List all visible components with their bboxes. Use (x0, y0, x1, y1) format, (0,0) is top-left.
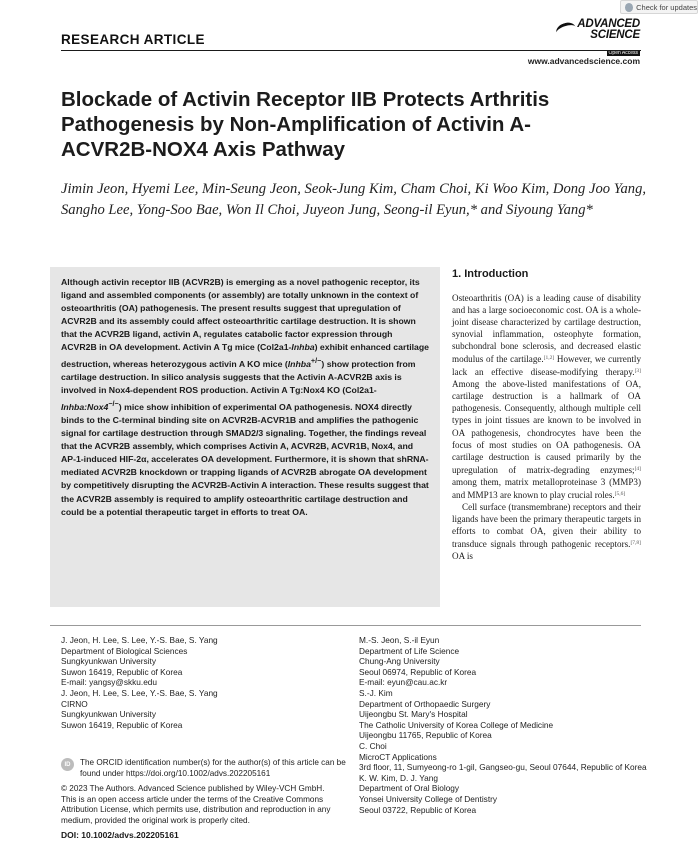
orcid-icon: ID (61, 758, 74, 771)
abstract-part-4: ) mice show inhibition of experimental OA pathogenesis. NOX4 directly binds to the C-terminal binding site on ACVR2B-ACVR1B and amplifies the pathogenic signal for cartilage destruction through SMAD2/3 signaling. Together, the findings reveal that the ACVR2B assembly, which comprises Activin A, ACVR2B, ACVR1B, Nox4, and AP-1-induced HIF-2α, accelerates OA development. Furthermore, it is shown that shRNA-mediated ACVR2B knockdown or trapping ligands of ACVR2B abrogate OA development by competitively disrupting the ACVR2B-Activin A interaction. These results suggest that the ACVR2B assembly is required to amplify osteoarthritic cartilage destruction and could be a potential therapeutic target in efforts to treat OA. (61, 402, 429, 517)
affiliation-line: Uijeongbu 11765, Republic of Korea (359, 730, 492, 741)
affiliation-names: J. Jeon, H. Lee, S. Lee, Y.-S. Bae, S. Yang (61, 635, 218, 645)
abstract-text (61, 276, 430, 519)
affiliation-block (359, 688, 649, 741)
open-access-tag: Open Access (608, 50, 638, 56)
logo-line-2: SCIENCE (590, 29, 640, 41)
author-list: Jimin Jeon, Hyemi Lee, Min-Seung Jeon, Seok-Jung Kim, Cham Choi, Ki Woo Kim, Dong Joo Yang, Sangho Lee, Yong-Soo Bae, Won Il Choi, Juyeon Jung, Seong-il Eyun,* and Siyoung Yang* (61, 181, 647, 218)
check-for-updates-badge[interactable] (620, 0, 698, 14)
affiliation-line: Sungkyunkwan University (61, 656, 156, 667)
abstract-part-1: Although activin receptor IIB (ACVR2B) is emerging as a novel pathogenic receptor, its ligand and assembled components (or assembly) are totally unknown in the context of osteoarthritis (OA) pathogenesis. The present results suggest that upregulation of ACVR2B and its assembly could affect osteoarthritic cartilage destruction. It is shown that the ACVR2B ligand, activin A, regulates catabolic factor expression through ACVR2B in OA development. Activin A Tg mice (Col2a1- (61, 277, 420, 353)
introduction-body (452, 292, 641, 562)
citation-link[interactable]: [5,6] (614, 490, 626, 497)
affiliations-left (61, 635, 331, 730)
affiliation-line: Department of Biological Sciences (61, 645, 188, 656)
affiliation-line: Sungkyunkwan University (61, 709, 156, 720)
introduction-heading: 1. Introduction (452, 268, 529, 280)
affiliation-block (359, 773, 649, 815)
affiliation-line: Department of Orthopaedic Surgery (359, 698, 491, 709)
affiliation-names: M.-S. Jeon, S.-il Eyun (359, 635, 440, 645)
gene-inhba-nox4: Inhba:Nox4 (61, 402, 109, 413)
affiliations-right (359, 635, 649, 815)
intro-text-span: Cell surface (transmembrane) receptors and their ligands have been the primary therapeutic targets in efforts to combat OA, given their ability to transduce signals through pathogenic receptors. (452, 501, 641, 549)
intro-paragraph-2 (452, 501, 641, 562)
copyright-notice: © 2023 The Authors. Advanced Science published by Wiley-VCH GmbH. This is an open access article under the terms of the Creative Commons Attribution License, which permits use, distribution and reproduction in any medium, provided the original work is properly cited. (61, 784, 331, 825)
citation-link[interactable]: [7,8] (630, 539, 641, 546)
intro-text-span: Among the above-listed manifestations of OA, cartilage destruction is a hallmark of OA pathogenesis. Consequently, although multiple cell types in joint tissues are known to be involved in OA pathogenesis, chondrocytes have been the focus of most studies on OA pathogenesis. OA cartilage destruction is caused primarily by the upregulation of matrix-degrading enzymes; (452, 379, 641, 475)
intro-text-span: among them, matrix metalloproteinase 3 (MMP3) and MMP13 are known to play crucial roles. (452, 476, 641, 500)
email-link[interactable]: E-mail: eyun@cau.ac.kr (359, 677, 448, 688)
affiliation-line: Uijeongbu St. Mary's Hospital (359, 709, 468, 720)
affiliation-block (61, 635, 331, 688)
citation-link[interactable]: [1,2] (543, 355, 555, 362)
footer-divider (50, 625, 641, 626)
citation-link[interactable]: [4] (634, 465, 641, 472)
journal-url[interactable]: www.advancedscience.com (527, 56, 640, 66)
article-title: Blockade of Activin Receptor IIB Protects Arthritis Pathogenesis by Non-Amplification of Activin A-ACVR2B-NOX4 Axis Pathway (61, 88, 550, 161)
gene-inhba: Inhba (291, 342, 315, 353)
genotype-superscript-ko: −/− (108, 399, 119, 409)
affiliation-block (359, 635, 649, 688)
affiliation-block (61, 688, 331, 730)
genotype-superscript: +/− (310, 356, 322, 366)
affiliation-line: MicroCT Applications (359, 751, 437, 762)
orcid-text[interactable]: The ORCID identification number(s) for the author(s) of this article can be found under https://doi.org/10.1002/advs.202205161 (80, 758, 346, 778)
intro-text-span: OA is (452, 550, 473, 561)
affiliation-names: K. W. Kim, D. J. Yang (359, 772, 438, 783)
affiliation-line: Seoul 06974, Republic of Korea (359, 666, 477, 677)
citation-link[interactable]: [3] (634, 368, 641, 375)
intro-text-span: Osteoarthritis (OA) is a leading cause of disability and has a large socioeconomic cost. OA is a whole-joint disease characterized by cartilage destruction, synovial inflammation, osteophyte formation, subchondral bone sclerosis, and decreased elastic modulus of the cartilage. (452, 293, 641, 365)
abstract-part-3: ) show protection from cartilage destruction. In silico analysis suggests that the Activin A-ACVR2B axis is involved in Nox4-dependent ROS production. Activin A Tg:Nox4 KO (Col2a1- (61, 359, 416, 396)
affiliation-line: Department of Life Science (359, 645, 460, 656)
affiliation-line: Chung-Ang University (359, 656, 440, 667)
section-label: RESEARCH ARTICLE (61, 32, 205, 47)
affiliation-names: C. Choi (359, 740, 387, 751)
email-link[interactable]: E-mail: yangsy@skku.edu (61, 677, 158, 688)
update-check-icon (625, 3, 633, 12)
gene-inhba-het: Inhba (287, 359, 311, 370)
abstract-part-2: ) exhibit enhanced cartilage destruction, whereas heterozygous activin A KO mice ( (61, 342, 430, 370)
affiliation-line: Suwon 16419, Republic of Korea (61, 666, 183, 677)
affiliation-line: 3rd floor, 11, Sumyeong-ro 1-gil, Gangseo-gu, Seoul 07644, Republic of Korea (359, 762, 647, 773)
orcid-note (61, 758, 346, 779)
check-for-updates-label: Check for updates (636, 2, 697, 12)
affiliation-line: Suwon 16419, Republic of Korea (61, 719, 183, 730)
doi-link[interactable]: DOI: 10.1002/advs.202205161 (61, 830, 179, 840)
affiliation-line: Seoul 03722, Republic of Korea (359, 804, 477, 815)
affiliation-block (359, 741, 649, 773)
affiliation-line: Department of Oral Biology (359, 783, 460, 794)
intro-paragraph-1 (452, 292, 641, 501)
affiliation-line: The Catholic University of Korea College of Medicine (359, 719, 554, 730)
logo-line-1: ADVANCED (577, 18, 640, 30)
affiliation-line: Yonsei University College of Dentistry (359, 793, 498, 804)
journal-logo[interactable] (560, 19, 640, 59)
affiliation-names: J. Jeon, H. Lee, S. Lee, Y.-S. Bae, S. Yang (61, 687, 218, 698)
affiliation-names: S.-J. Kim (359, 687, 393, 698)
intro-text-span: However, we currently lack an effective disease-modifying therapy. (452, 354, 641, 378)
header-divider (61, 50, 641, 51)
affiliation-line: CIRNO (61, 698, 88, 709)
